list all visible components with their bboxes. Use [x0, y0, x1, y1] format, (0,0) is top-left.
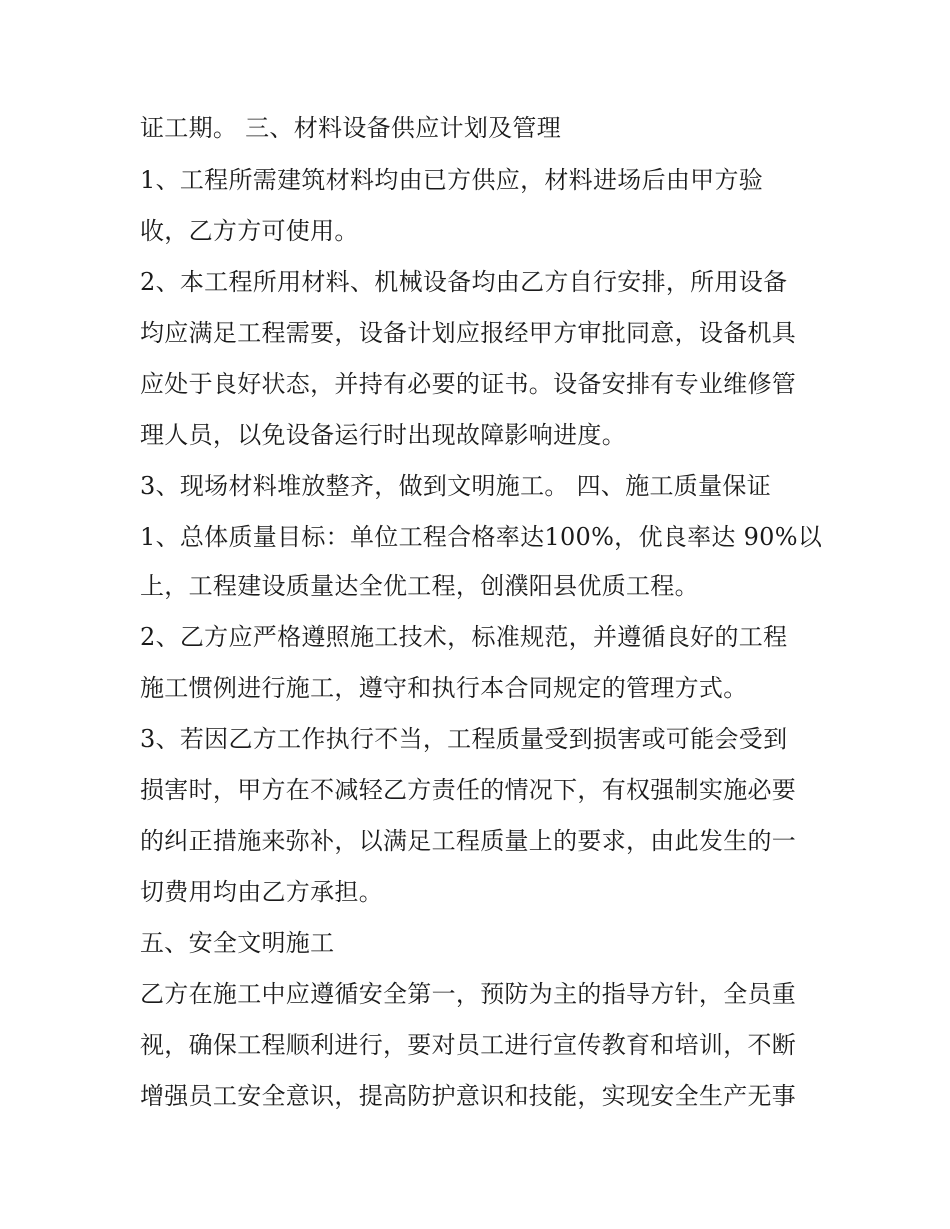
section-heading: 五、安全文明施工 [140, 929, 335, 957]
text-line: 1、工程所需建筑材料均由已方供应，材料进场后由甲方验 [140, 166, 764, 194]
text-line: 增强员工安全意识，提高防护意识和技能，实现安全生产无事 [140, 1082, 797, 1110]
text-line: 理人员，以免设备运行时出现故障影响进度。 [140, 421, 626, 449]
text-line: 应处于良好状态，并持有必要的证书。设备安排有专业维修管 [140, 370, 797, 398]
text-line: 3、若因乙方工作执行不当，工程质量受到损害或可能会受到 [140, 725, 788, 753]
text-line: 3、现场材料堆放整齐，做到文明施工。 四、施工质量保证 [140, 472, 771, 500]
text-line: 均应满足工程需要，设备计划应报经甲方审批同意，设备机具 [140, 319, 797, 347]
text-line: 乙方在施工中应遵循安全第一，预防为主的指导方针，全员重 [140, 980, 797, 1008]
text-line: 2、本工程所用材料、机械设备均由乙方自行安排，所用设备 [140, 268, 788, 296]
text-line: 证工期。 三、材料设备供应计划及管理 [140, 114, 562, 142]
text-line: 施工惯例进行施工，遵守和执行本合同规定的管理方式。 [140, 674, 748, 702]
text-line: 损害时，甲方在不减轻乙方责任的情况下，有权强制实施必要 [140, 776, 797, 804]
text-line: 视，确保工程顺利进行，要对员工进行宣传教育和培训，不断 [140, 1031, 797, 1059]
text-line: 收，乙方方可使用。 [140, 217, 359, 245]
text-line: 2、乙方应严格遵照施工技术，标准规范，并遵循良好的工程 [140, 623, 788, 651]
text-line: 上，工程建设质量达全优工程，创濮阳县优质工程。 [140, 572, 699, 600]
text-line: 的纠正措施来弥补，以满足工程质量上的要求，由此发生的一 [140, 827, 797, 855]
text-line: 1、总体质量目标：单位工程合格率达100%，优良率达 90%以 [140, 523, 823, 551]
text-line: 切费用均由乙方承担。 [140, 878, 383, 906]
